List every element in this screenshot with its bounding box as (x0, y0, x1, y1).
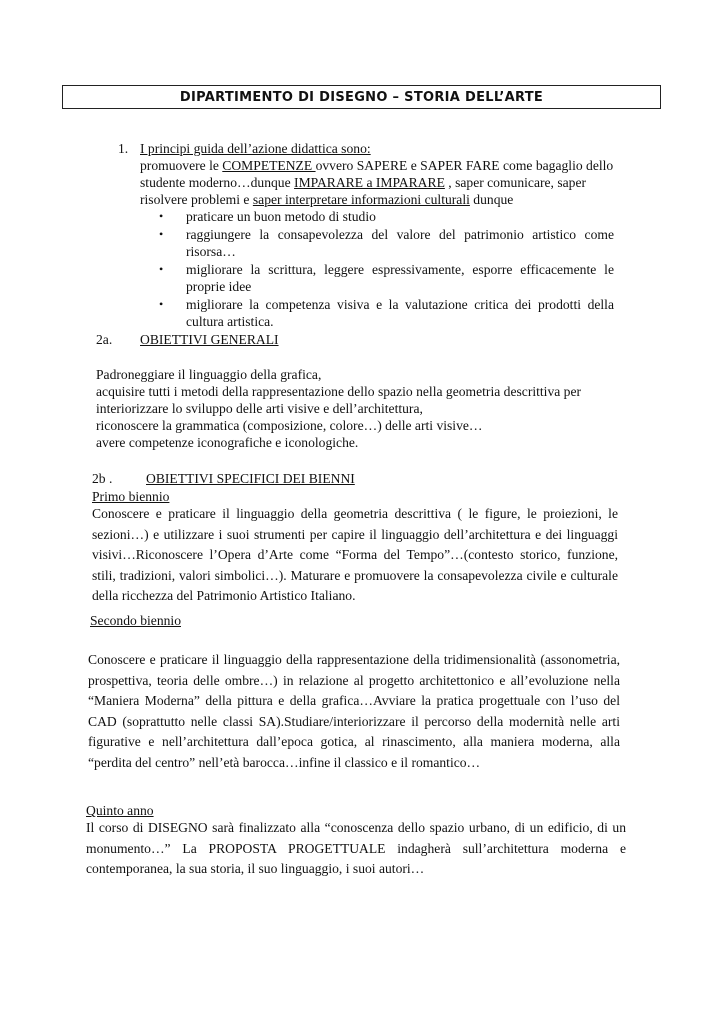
list-item: • migliorare la competenza visiva e la valutazione critica dei prodotti della cultura artistica. (159, 297, 614, 329)
section-1-heading: I principi guida dell’azione didattica sono: (140, 141, 371, 156)
section-2a-line: Padroneggiare il linguaggio della grafica, (96, 367, 322, 382)
quinto-anno-heading: Quinto anno (86, 803, 154, 818)
list-item: • raggiungere la consapevolezza del valore del patrimonio artistico come risorsa… (159, 227, 614, 259)
primo-biennio-heading: Primo biennio (92, 489, 170, 504)
secondo-biennio-heading: Secondo biennio (90, 613, 181, 628)
section-2a-line: interiorizzare lo sviluppo delle arti visive e dell’architettura, (96, 401, 423, 416)
list-item: • migliorare la scrittura, leggere espressivamente, esporre efficacemente le proprie idee (159, 262, 614, 294)
section-2a-line: avere competenze iconografiche e iconologiche. (96, 435, 359, 450)
section-1-number: 1. (118, 141, 129, 156)
section-1-line-2: studente moderno…dunque IMPARARE a IMPARARE , saper comunicare, saper (140, 175, 587, 190)
section-2a-number: 2a. (96, 332, 113, 347)
quinto-anno-text: Il corso di DISEGNO sarà finalizzato alla “conoscenza dello spazio urbano, di un edificio, di un monumento…” La PROPOSTA PROGETTUALE indagherà sull’architettura moderna e contemporanea, la sua storia, il suo linguaggio, i suoi autori… (86, 820, 626, 876)
section-2b-heading: OBIETTIVI SPECIFICI DEI BIENNI (146, 471, 355, 486)
primo-biennio-text: Conoscere e praticare il linguaggio della geometria descrittiva ( le figure, le proiezioni, le sezioni…) e utilizzare i suoi strumenti per capire il linguaggio dell’architettura e dei linguaggi visivi…Riconoscere l’Opera d’Arte come “Forma del Tempo”…(contesto storico, funzione, stili, tradizioni, valori simbolici…). Maturare e promuovere la consapevolezza civile e culturale della ricchezza del Patrimonio Artistico Italiano. (92, 506, 618, 603)
page-title-box (62, 85, 661, 109)
page-title: DIPARTIMENTO DI DISEGNO – STORIA DELL’ARTE (179, 89, 544, 105)
section-2a-line: acquisire tutti i metodi della rappresentazione dello spazio nella geometria descrittiva per (96, 384, 582, 399)
section-2b-number: 2b . (92, 471, 113, 486)
secondo-biennio-text: Conoscere e praticare il linguaggio della rappresentazione della tridimensionalità (assonometria, prospettiva, teoria delle ombre…) in relazione al progetto architettonico e all’evoluzione nella “Maniera Moderna” della pittura e della grafica…Avviare la pratica progettuale con l’uso del CAD (soprattutto nelle classi SA).Studiare/interiorizzare il percorso della modernità nelle arti figurative e nell’architettura dall’epoca gotica, al rinascimento, alla maniera moderna, alla “perdita del centro” nell’età barocca…infine il classico e il romantico… (88, 652, 620, 770)
list-item: • praticare un buon metodo di studio (159, 209, 376, 224)
section-1-line-3: risolvere problemi e saper interpretare informazioni culturali dunque (140, 192, 514, 207)
section-2a-line: riconoscere la grammatica (composizione, colore…) delle arti visive… (96, 418, 483, 433)
section-1-line-1: promuovere le COMPETENZE ovvero SAPERE e SAPER FARE come bagaglio dello (140, 158, 614, 173)
section-2a-heading: OBIETTIVI GENERALI (140, 332, 279, 347)
